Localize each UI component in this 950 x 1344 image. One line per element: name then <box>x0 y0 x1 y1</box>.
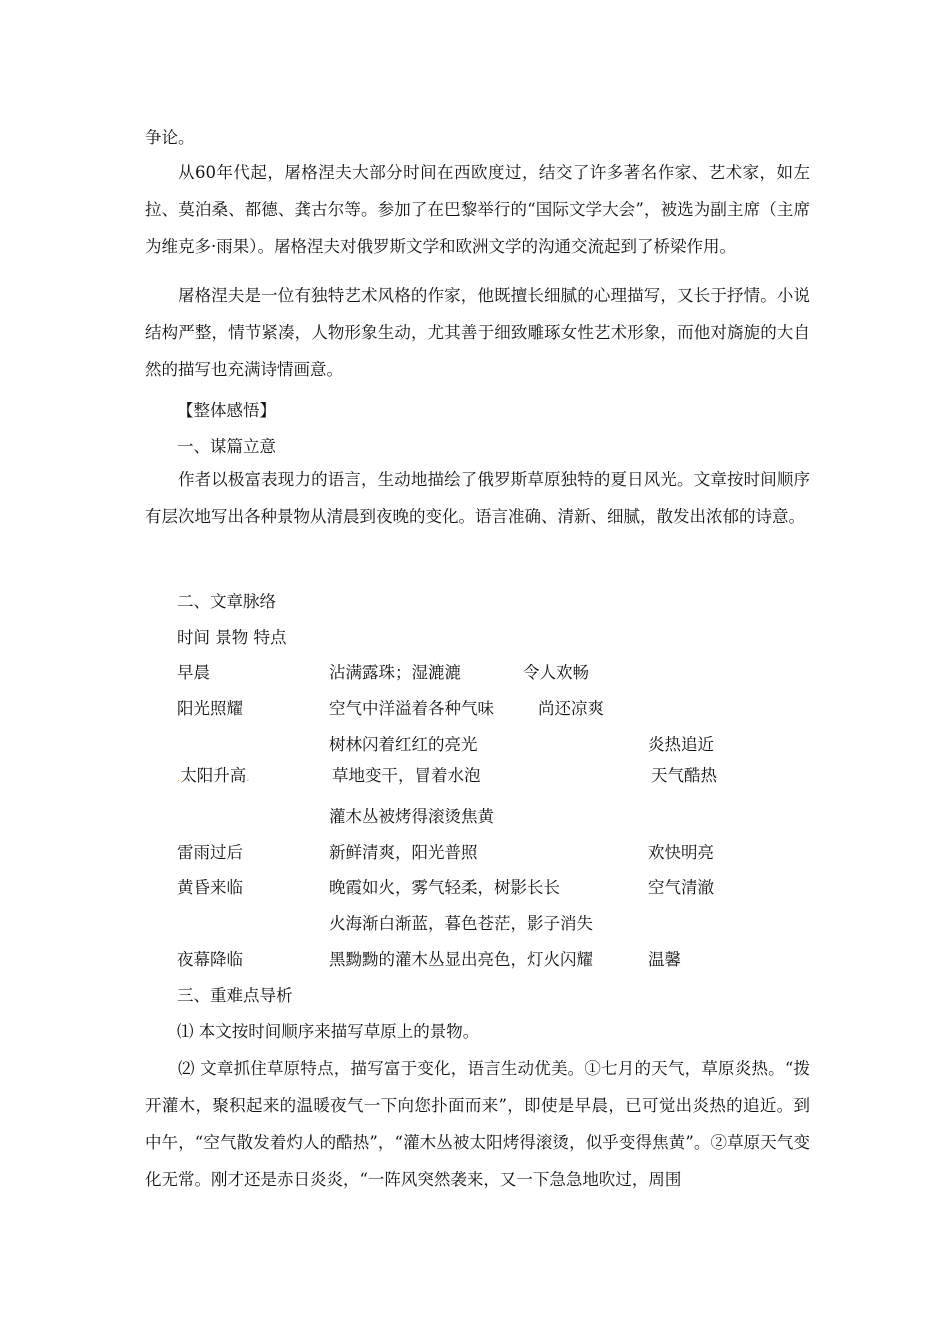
feature-cell: 尚还凉爽 <box>538 699 604 718</box>
scene-cell: 灌木丛被烤得滚烫焦黄 <box>329 807 494 826</box>
intro-paragraph-2: 屠格涅夫是一位有独特艺术风格的作家，他既擅长细腻的心理描写，又长于抒情。小说结构严整，情节紧凑，人物形象生动，尤其善于细致雕琢女性艺术形象，而他对旖旎的大自然的描写也充满诗情画意。 <box>145 286 810 379</box>
scene-cell: 新鲜清爽，阳光普照 <box>329 843 478 862</box>
section-3-title: 三、重难点导析 <box>177 986 293 1005</box>
scene-cell: 晚霞如火，雾气轻柔，树影长长 <box>329 878 560 897</box>
table-header: 时间 景物 特点 <box>177 628 287 647</box>
feature-cell: 空气清澈 <box>648 878 714 897</box>
section-heading: 【整体感悟】 <box>177 401 276 420</box>
feature-cell: 温馨 <box>648 950 681 969</box>
point-1: ⑴ 本文按时间顺序来描写草原上的景物。 <box>177 1022 480 1041</box>
intro-paragraph-1: 从60年代起，屠格涅夫大部分时间在西欧度过，结交了许多著名作家、艺术家，如左拉、莫泊桑、都德、龚古尔等。参加了在巴黎举行的“国际文学大会”，被选为副主席（主席为维克多·雨果）。屠格涅夫对俄罗斯文学和欧洲文学的沟通交流起到了桥梁作用。 <box>145 163 810 256</box>
scene-cell: 沾满露珠；湿漉漉 <box>329 663 461 682</box>
time-cell: 夜幕降临 <box>177 950 243 969</box>
section-1-title: 一、谋篇立意 <box>177 437 276 456</box>
scene-cell: 空气中洋溢着各种气味 <box>329 699 494 718</box>
scene-cell: 草地变干，冒着水泡 <box>332 766 481 785</box>
point-2: ⑵ 文章抓住草原特点，描写富于变化，语言生动优美。①七月的天气，草原炎热。“拨开灌木，聚积起来的温暖夜气一下向您扑面而来”，即使是早晨，已可觉出炎热的追近。到中午，“空气散发着灼人的酷热”，“灌木丛被太阳烤得滚烫，似乎变得焦黄”。②草原天气变化无常。刚才还是赤日炎炎，“一阵风突然袭来，又一下急急地吹过，周围 <box>145 1059 810 1189</box>
time-cell: 早晨 <box>177 663 210 682</box>
time-cell: 雷雨过后 <box>177 843 243 862</box>
time-cell: 黄昏来临 <box>177 878 243 897</box>
intro-line-end: 争论。 <box>145 128 195 147</box>
feature-cell: 天气酷热 <box>651 766 717 785</box>
scene-cell: 黑黝黝的灌木丛显出亮色，灯火闪耀 <box>329 950 593 969</box>
feature-cell: 令人欢畅 <box>523 663 589 682</box>
time-cell: 阳光照耀 <box>177 699 243 718</box>
feature-cell: 炎热追近 <box>648 735 714 754</box>
section-2-title: 二、文章脉络 <box>177 592 276 611</box>
time-cell: .太阳升高. <box>177 766 250 785</box>
feature-cell: 欢快明亮 <box>648 843 714 862</box>
scene-cell: 火海渐白渐蓝，暮色苍茫，影子消失 <box>329 914 593 933</box>
scene-cell: 树林闪着红红的亮光 <box>329 735 478 754</box>
section-1-text: 作者以极富表现力的语言，生动地描绘了俄罗斯草原独特的夏日风光。文章按时间顺序有层次地写出各种景物从清晨到夜晚的变化。语言准确、清新、细腻，散发出浓郁的诗意。 <box>145 470 810 526</box>
